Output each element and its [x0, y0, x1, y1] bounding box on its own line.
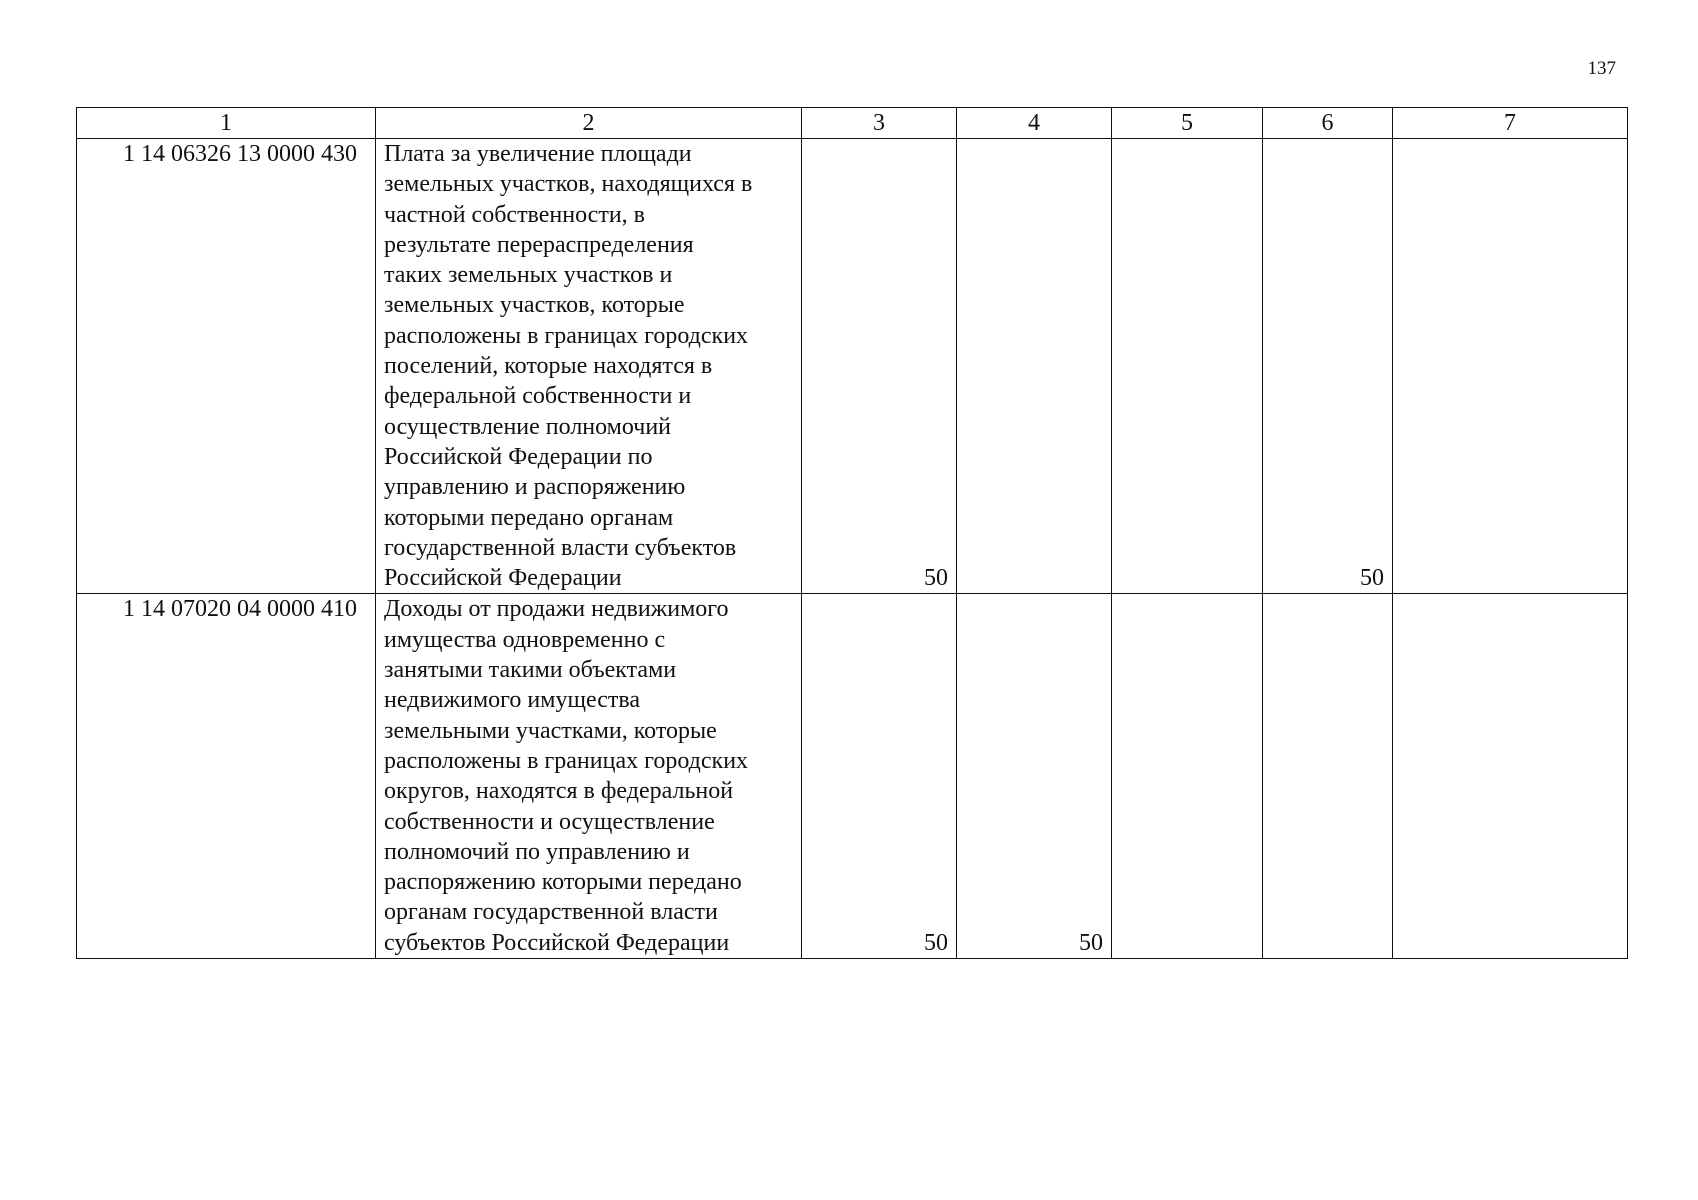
- column-header: 3: [802, 108, 957, 139]
- table-row: [77, 139, 1628, 594]
- revenue-name-line: Плата за увеличение площади: [384, 141, 692, 167]
- column-header: 5: [1112, 108, 1263, 139]
- budget-code-cell: 1 14 07020 04 0000 410: [77, 594, 376, 959]
- revenue-name-line: осуществление полномочий: [384, 413, 672, 440]
- revenue-table: [76, 107, 1628, 959]
- revenue-name-line: земельных участков, которые: [384, 292, 685, 319]
- page-number: 137: [1587, 58, 1616, 79]
- budget-code-cell: 1 14 06326 13 0000 430: [77, 139, 376, 594]
- revenue-name-line: результате перераспределения: [384, 231, 694, 258]
- revenue-name-line: управлению и распоряжению: [384, 474, 686, 501]
- revenue-name-line: частной собственности, в: [384, 201, 645, 228]
- column-header: 6: [1263, 108, 1393, 139]
- revenue-name-line: Российской Федерации по: [384, 443, 653, 470]
- value-cell-col6: 50: [1263, 139, 1393, 594]
- revenue-name-line: таких земельных участков и: [384, 262, 673, 289]
- revenue-name-line: федеральной собственности и: [384, 383, 692, 410]
- column-header: 2: [376, 108, 802, 139]
- value-cell-col4: 50: [957, 594, 1112, 959]
- value-cell-col3: 50: [802, 139, 957, 594]
- revenue-name-line: полномочий по управлению и: [384, 838, 690, 865]
- revenue-name-line: недвижимого имущества: [384, 687, 640, 714]
- revenue-name-line: округов, находятся в федеральной: [384, 778, 734, 805]
- value-cell-col7: [1393, 139, 1628, 594]
- revenue-name-cell: [376, 139, 802, 594]
- value-cell-col7: [1393, 594, 1628, 959]
- table-row: [77, 594, 1628, 959]
- revenue-name-line: распоряжению которыми передано: [384, 869, 742, 896]
- revenue-name-cell: [376, 594, 802, 959]
- revenue-name-line: которыми передано органам: [384, 504, 674, 531]
- value-cell-col5: [1112, 594, 1263, 959]
- column-header: 7: [1393, 108, 1628, 139]
- value-cell-col3: 50: [802, 594, 957, 959]
- revenue-name-line: имущества одновременно с: [384, 626, 666, 653]
- revenue-name-line: расположены в границах городских: [384, 322, 749, 349]
- revenue-name-line: поселений, которые находятся в: [384, 353, 713, 380]
- revenue-name-line: Российской Федерации: [384, 565, 622, 592]
- revenue-name-line: Доходы от продажи недвижимого: [384, 596, 729, 623]
- value-cell-col6: [1263, 594, 1393, 959]
- revenue-name-line: земельными участками, которые: [384, 717, 717, 744]
- value-cell-col4: [957, 139, 1112, 594]
- revenue-name-line: органам государственной власти: [384, 899, 718, 926]
- value-cell-col5: [1112, 139, 1263, 594]
- revenue-name-line: собственности и осуществление: [384, 808, 715, 835]
- revenue-name-line: государственной власти субъектов: [384, 534, 737, 561]
- table-header-row: [77, 108, 1628, 139]
- revenue-name-line: расположены в границах городских: [384, 747, 749, 774]
- column-header: 1: [77, 108, 376, 139]
- revenue-name-line: занятыми такими объектами: [384, 657, 677, 684]
- column-header: 4: [957, 108, 1112, 139]
- revenue-name-line: земельных участков, находящихся в: [384, 171, 753, 198]
- revenue-name-line: субъектов Российской Федерации: [384, 929, 730, 956]
